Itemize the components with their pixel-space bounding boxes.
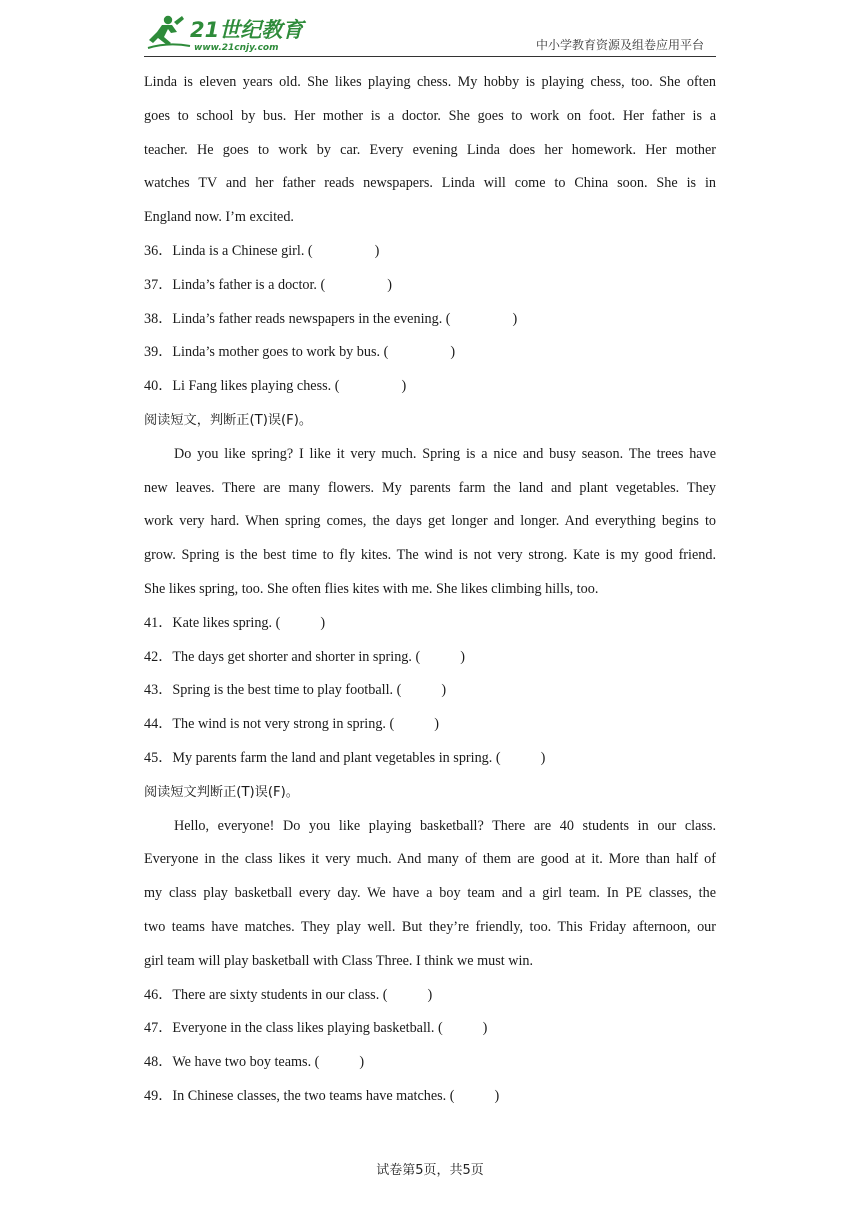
passage-line: grow. Spring is the best time to fly kites. The wind is not very strong. Kate is my good friend. [144,547,716,564]
passage-line: girl team will play basketball with Class Three. I think we must win. [144,952,534,969]
question-item [144,708,716,742]
question-text: My parents farm the land and plant vegetables in spring. ( [172,749,501,766]
question-number: 44． [144,716,173,733]
passage-1 [144,66,716,235]
passage-line: new leaves. There are many flowers. My parents farm the land and plant vegetables. They [144,479,716,496]
passage-line: work very hard. When spring comes, the days get longer and longer. And everything begins to [144,513,716,530]
passage-line: England now. I’m excited. [144,209,294,226]
answer-close: ) [401,378,407,395]
question-item [144,269,716,303]
question-text: In Chinese classes, the two teams have matches. ( [172,1087,455,1104]
question-number: 37． [144,276,173,293]
question-item [144,1012,716,1046]
question-number: 36． [144,242,173,259]
answer-close: ) [494,1087,500,1104]
question-text: There are sixty students in our class. ( [172,986,388,1003]
question-text: Linda’s father reads newspapers in the evening. ( [172,310,451,327]
answer-close: ) [482,1020,488,1037]
question-item [144,303,716,337]
document-body [144,66,716,1114]
passage-2 [144,438,716,607]
question-item [144,370,716,404]
answer-close: ) [450,344,456,361]
svg-text:www.21cnjy.com: www.21cnjy.com [194,43,279,53]
instruction-heading: 阅读短文判断正(T)误(F)。 [144,784,299,800]
answer-close: ) [434,716,439,733]
question-number: 42． [144,648,173,665]
answer-close: ) [320,614,326,631]
question-text: Spring is the best time to play football. ( [172,682,402,699]
passage-line: Linda is eleven years old. She likes playing chess. My hobby is playing chess, too. She often [144,74,716,90]
question-text: Linda’s mother goes to work by bus. ( [172,344,389,361]
answer-close: ) [374,242,380,259]
passage-line: watches TV and her father reads newspapers. Linda will come to China soon. She is in [144,175,716,192]
question-text: The days get shorter and shorter in spring. ( [172,648,421,665]
passage-line: Hello, everyone! Do you like playing basketball? There are 40 students in our class. [174,817,716,834]
question-number: 39． [144,344,173,361]
site-logo [144,10,314,54]
question-list-2 [144,607,716,776]
question-item [144,336,716,370]
question-number: 45． [144,749,173,766]
question-text: We have two boy teams. ( [172,1054,320,1071]
platform-label: 中小学教育资源及组卷应用平台 [535,38,704,52]
passage-line: two teams have matches. They play well. But they’re friendly, too. This Friday afternoon, our [144,918,716,935]
question-text: Linda’s father is a doctor. ( [172,276,326,293]
answer-close: ) [441,682,447,699]
question-item [144,607,716,641]
passage-3 [144,810,716,979]
page-header [144,10,716,57]
instruction-heading: 阅读短文，判断正(T)误(F)。 [144,412,313,428]
question-text: Li Fang likes playing chess. ( [172,378,340,395]
question-number: 41． [144,614,173,631]
question-number: 46． [144,986,173,1003]
page-footer: 试卷第5页，共5页 [376,1163,484,1178]
question-text: Kate likes spring. ( [172,614,281,631]
question-text: The wind is not very strong in spring. ( [172,716,395,733]
question-text: Linda is a Chinese girl. ( [172,242,313,259]
question-item [144,641,716,675]
question-item [144,235,716,269]
answer-close: ) [460,648,465,665]
question-item [144,1080,716,1114]
question-item [144,979,716,1013]
passage-line: teacher. He goes to work by car. Every evening Linda does her homework. Her mother [144,141,716,158]
question-list-3 [144,979,716,1114]
passage-line: Everyone in the class likes it very much. And many of them are good at it. More than half of [144,851,716,868]
answer-close: ) [359,1054,365,1071]
question-text: Everyone in the class likes playing basketball. ( [172,1020,443,1037]
answer-close: ) [427,986,433,1003]
question-number: 49． [144,1087,173,1104]
question-number: 40． [144,378,173,395]
question-item [144,742,716,776]
answer-close: ) [540,749,546,766]
question-item [144,674,716,708]
question-list-1 [144,235,716,404]
passage-line: my class play basketball every day. We have a boy team and a girl team. In PE classes, the [144,885,716,902]
passage-line: Do you like spring? I like it very much. Spring is a nice and busy season. The trees have [174,445,716,462]
passage-line: goes to school by bus. Her mother is a doctor. She goes to work on foot. Her father is a [144,107,716,124]
passage-line: She likes spring, too. She often flies kites with me. She likes climbing hills, too. [144,580,599,597]
answer-close: ) [387,276,392,293]
question-number: 48． [144,1054,173,1071]
runner-icon [148,16,190,48]
question-number: 38． [144,310,173,327]
question-number: 43． [144,682,173,699]
answer-close: ) [512,310,518,327]
svg-text:21世纪教育: 21世纪教育 [190,18,304,42]
question-number: 47． [144,1020,173,1037]
question-item [144,1046,716,1080]
